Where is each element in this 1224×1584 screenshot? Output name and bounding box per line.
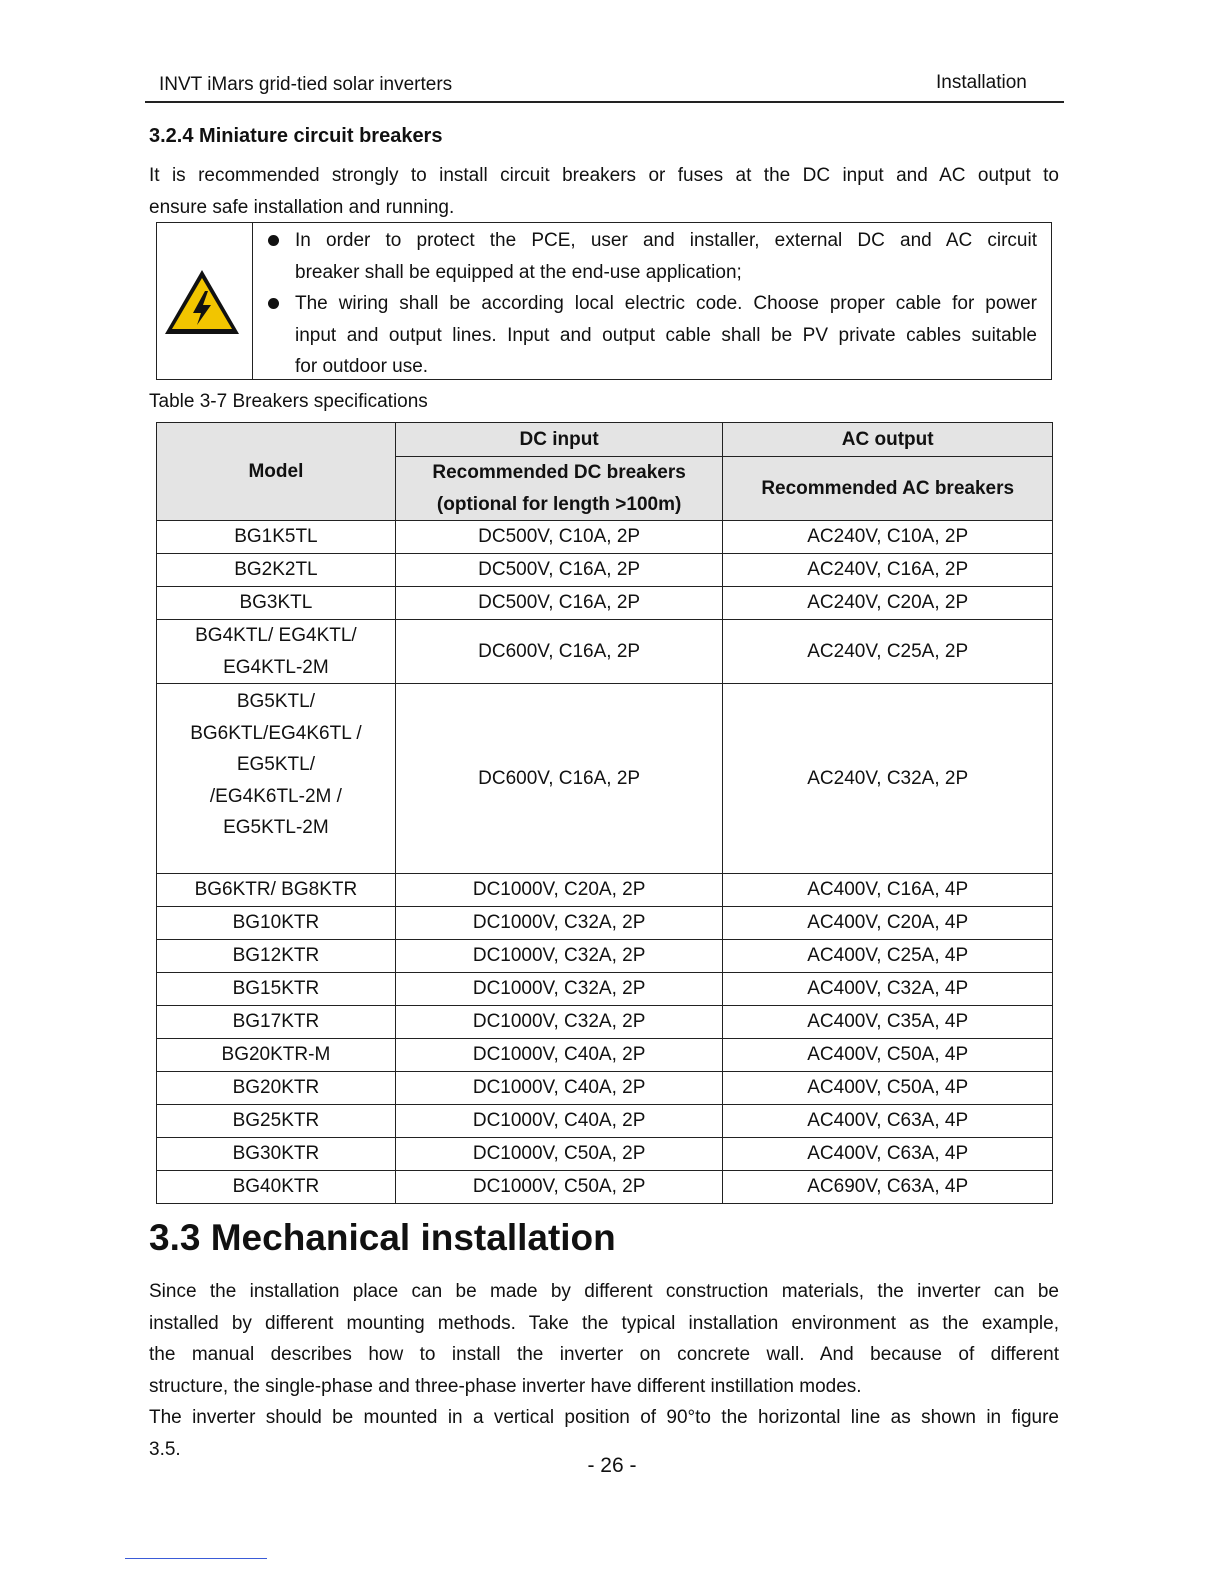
dc-breaker-cell: DC1000V, C32A, 2P xyxy=(395,940,723,973)
ac-breaker-cell: AC400V, C63A, 4P xyxy=(723,1138,1053,1171)
warning-icon-cell xyxy=(157,223,253,379)
model-line: BG2K2TL xyxy=(234,559,318,581)
ac-breaker-cell: AC690V, C63A, 4P xyxy=(723,1171,1053,1204)
table-row xyxy=(157,554,1053,587)
dc-breaker-cell: DC500V, C16A, 2P xyxy=(395,554,723,587)
ac-breaker-cell: AC400V, C32A, 4P xyxy=(723,973,1053,1006)
bullet-line: The wiring shall be according local electric code. Choose proper cable for power xyxy=(295,293,1037,314)
ac-breaker-cell: AC240V, C32A, 2P xyxy=(723,684,1053,874)
bullet-dot xyxy=(268,298,279,309)
ac-breaker-cell: AC400V, C35A, 4P xyxy=(723,1006,1053,1039)
running-header-section: Installation xyxy=(936,72,1027,93)
model-line: BG1K5TL xyxy=(234,526,318,548)
ac-breaker-cell: AC240V, C16A, 2P xyxy=(723,554,1053,587)
model-cell xyxy=(157,587,396,620)
model-cell xyxy=(157,1039,396,1072)
model-line: EG5KTL/ xyxy=(236,754,315,775)
model-line: BG6KTL/EG4K6TL / xyxy=(190,722,362,744)
header-model: Model xyxy=(157,423,396,521)
mechanical-paragraph xyxy=(149,1276,1059,1465)
model-line: EG4KTL-2M xyxy=(223,656,329,678)
model-cell xyxy=(157,973,396,1006)
header-dc-breakers xyxy=(395,457,723,521)
header-dc-input: DC input xyxy=(395,423,723,457)
table-row xyxy=(157,1006,1053,1039)
ac-breaker-cell: AC400V, C50A, 4P xyxy=(723,1072,1053,1105)
ac-breaker-cell: AC240V, C20A, 2P xyxy=(723,587,1053,620)
model-cell xyxy=(157,940,396,973)
model-cell xyxy=(157,554,396,587)
model-line: BG25KTR xyxy=(232,1110,320,1132)
dc-breaker-cell: DC600V, C16A, 2P xyxy=(395,620,723,684)
model-line: BG40KTR xyxy=(232,1176,320,1198)
model-line: BG5KTL/ xyxy=(236,691,315,712)
dc-breaker-cell: DC600V, C16A, 2P xyxy=(395,684,723,874)
header-divider xyxy=(145,101,1064,103)
model-cell xyxy=(157,620,396,684)
intro-paragraph xyxy=(149,160,1059,223)
model-line: /EG4K6TL-2M / xyxy=(209,785,342,807)
model-cell xyxy=(157,874,396,907)
mechanical-line: structure, the single-phase and three-phase inverter have different instillation modes. xyxy=(149,1375,862,1397)
model-cell xyxy=(157,1138,396,1171)
dc-breaker-cell: DC1000V, C20A, 2P xyxy=(395,874,723,907)
section-heading-3-2-4: 3.2.4 Miniature circuit breakers xyxy=(149,125,443,147)
ac-breaker-cell: AC240V, C10A, 2P xyxy=(723,521,1053,554)
header-ac-breakers: Recommended AC breakers xyxy=(723,457,1053,521)
intro-line: It is recommended strongly to install circuit breakers or fuses at the DC input and AC output to xyxy=(149,165,1059,186)
model-cell xyxy=(157,1006,396,1039)
table-row xyxy=(157,973,1053,1006)
dc-breaker-cell: DC1000V, C40A, 2P xyxy=(395,1072,723,1105)
model-line: BG4KTL/ EG4KTL/ xyxy=(195,625,357,646)
mechanical-line: the manual describes how to install the inverter on concrete wall. And because of different xyxy=(149,1344,1059,1365)
ac-breaker-cell: AC400V, C50A, 4P xyxy=(723,1039,1053,1072)
ac-breaker-cell: AC400V, C25A, 4P xyxy=(723,940,1053,973)
dc-breaker-cell: DC500V, C10A, 2P xyxy=(395,521,723,554)
bullet-line: breaker shall be equipped at the end-use application; xyxy=(295,261,742,283)
page-number: - 26 - xyxy=(587,1454,637,1477)
model-cell xyxy=(157,1171,396,1204)
dc-breaker-cell: DC1000V, C32A, 2P xyxy=(395,1006,723,1039)
model-line: BG20KTR-M xyxy=(221,1044,331,1066)
bullet-dot xyxy=(268,235,279,246)
header-dc-breakers-note: (optional for length >100m) xyxy=(436,493,682,515)
table-row xyxy=(157,620,1053,684)
model-cell xyxy=(157,907,396,940)
model-line: BG6KTR/ BG8KTR xyxy=(194,879,358,901)
ac-breaker-cell: AC400V, C63A, 4P xyxy=(723,1105,1053,1138)
dc-breaker-cell: DC1000V, C50A, 2P xyxy=(395,1171,723,1204)
header-ac-output: AC output xyxy=(723,423,1053,457)
model-line: BG20KTR xyxy=(232,1077,320,1099)
table-row xyxy=(157,874,1053,907)
model-cell xyxy=(157,1105,396,1138)
model-line: BG15KTR xyxy=(232,978,320,1000)
ac-breaker-cell: AC400V, C16A, 4P xyxy=(723,874,1053,907)
ac-breaker-cell: AC400V, C20A, 4P xyxy=(723,907,1053,940)
table-row xyxy=(157,1138,1053,1171)
table-row xyxy=(157,1039,1053,1072)
high-voltage-warning-icon xyxy=(163,267,241,337)
dc-breaker-cell: DC1000V, C40A, 2P xyxy=(395,1039,723,1072)
breakers-spec-table xyxy=(156,422,1053,1204)
dc-breaker-cell: DC1000V, C40A, 2P xyxy=(395,1105,723,1138)
dc-breaker-cell: DC1000V, C32A, 2P xyxy=(395,973,723,1006)
ac-breaker-cell: AC240V, C25A, 2P xyxy=(723,620,1053,684)
header-dc-breakers-line: Recommended DC breakers xyxy=(432,462,686,483)
dc-breaker-cell: DC1000V, C50A, 2P xyxy=(395,1138,723,1171)
bullet-line: for outdoor use. xyxy=(295,356,429,377)
model-cell xyxy=(157,1072,396,1105)
table-row xyxy=(157,1171,1053,1204)
mechanical-line: Since the installation place can be made by different construction materials, the inverter can be xyxy=(149,1281,1059,1302)
table-row xyxy=(157,1072,1053,1105)
section-heading-3-3: 3.3 Mechanical installation xyxy=(149,1217,616,1258)
table-row xyxy=(157,940,1053,973)
model-line: BG30KTR xyxy=(232,1143,320,1165)
model-line: BG10KTR xyxy=(232,912,320,934)
table-row xyxy=(157,1105,1053,1138)
model-line: BG12KTR xyxy=(232,945,320,967)
dc-breaker-cell: DC500V, C16A, 2P xyxy=(395,587,723,620)
table-row xyxy=(157,587,1053,620)
dc-breaker-cell: DC1000V, C32A, 2P xyxy=(395,907,723,940)
mechanical-line: 3.5. xyxy=(149,1438,181,1460)
bullet-line: In order to protect the PCE, user and installer, external DC and AC circuit xyxy=(295,230,1037,251)
model-line: EG5KTL-2M xyxy=(223,817,329,838)
table-row xyxy=(157,907,1053,940)
mechanical-line: installed by different mounting methods. Take the typical installation environment as the example, xyxy=(149,1312,1059,1334)
model-line: BG3KTL xyxy=(239,592,313,614)
table-row xyxy=(157,521,1053,554)
intro-line: ensure safe installation and running. xyxy=(149,196,455,218)
model-cell xyxy=(157,684,396,874)
table-caption: Table 3-7 Breakers specifications xyxy=(149,391,428,412)
bullet-line: input and output lines. Input and output cable shall be PV private cables suitable xyxy=(295,324,1037,346)
model-line: BG17KTR xyxy=(232,1011,320,1033)
footnote-rule xyxy=(125,1558,267,1559)
model-cell xyxy=(157,521,396,554)
running-header-title: INVT iMars grid-tied solar inverters xyxy=(159,74,453,95)
mechanical-line: The inverter should be mounted in a vertical position of 90°to the horizontal line as shown in figure xyxy=(149,1407,1059,1428)
table-row xyxy=(157,684,1053,874)
